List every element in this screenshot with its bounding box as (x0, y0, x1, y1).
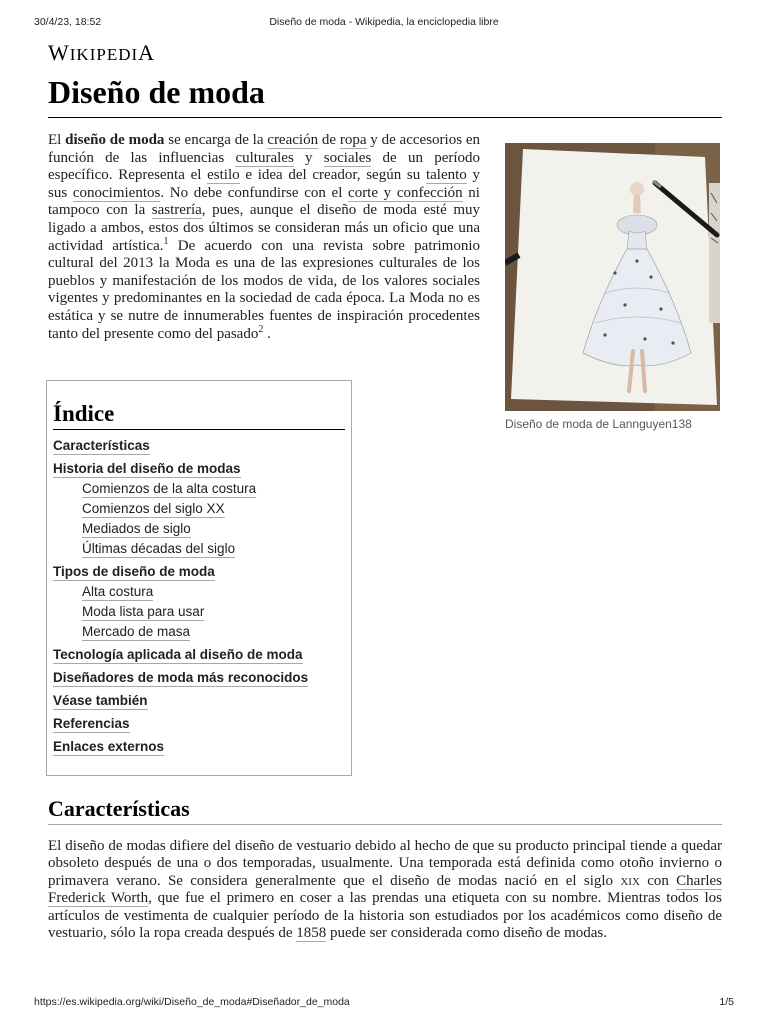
toc-item (53, 669, 345, 687)
toc-list (53, 437, 345, 756)
toc-title: Índice (53, 401, 345, 430)
toc-item (53, 437, 345, 455)
toc-link-vease-tambien[interactable]: Véase también (53, 693, 148, 708)
toc-item (53, 715, 345, 733)
section-divider (48, 824, 722, 825)
print-header (34, 16, 734, 30)
reference-2[interactable]: 2 (258, 323, 264, 335)
wordmark-label: WIKIPEDIA (48, 40, 156, 65)
wikipedia-wordmark[interactable] (48, 40, 155, 66)
toc-link-comienzos-siglo-xx[interactable]: Comienzos del siglo XX (82, 501, 225, 516)
toc-link-tecnologia[interactable]: Tecnología aplicada al diseño de moda (53, 647, 303, 662)
link-corte-y-confeccion[interactable]: corte y confección (348, 184, 463, 201)
print-url: https://es.wikipedia.org/wiki/Diseño_de_moda#Diseñador_de_moda (34, 996, 350, 1008)
toc-item (53, 738, 345, 756)
link-1858[interactable]: 1858 (296, 925, 327, 942)
intro-paragraph: El diseño de moda se encarga de la creación de ropa y de accesorios en función de las influencias culturales y sociales de un período específico. Representa el estilo e idea del creador, según su talento y sus conocimientos. No debe confundirse con el corte y confección ni tampoco con la sastrería, pues, aunque el diseño de moda esté muy ligado a ambos, estos dos últimos se consideran más un oficio que una actividad artística.$^1$ De acuerdo con una revista sobre patrimonio cultural del 2013 la Moda es una de las expresiones culturales de los pueblos y manifestación de los modos de vida, de los valores sociales vigentes y predominantes en la sociedad de cada época. La Moda no es estática y se nutre de innumerables fuentes de inspiración procedentes tanto del presente como del pasado$^2$ . (48, 132, 481, 342)
toc-link-referencias[interactable]: Referencias (53, 716, 130, 731)
print-footer (34, 996, 734, 1010)
intro-bold-term: diseño de moda (65, 132, 165, 148)
fashion-sketch-image[interactable] (505, 143, 720, 411)
section-heading-caracteristicas: Características (48, 796, 190, 821)
toc-link-comienzos-alta-costura[interactable]: Comienzos de la alta costura (82, 481, 257, 496)
section-paragraph: El diseño de modas difiere del diseño de vestuario debido al hecho de que su producto principal tiende a quedar obsoleto después de una o dos temporadas, usualmente. Una temporada está definida como otoño invierno o primavera verano. Se considera generalmente que el diseño de modas nació en el siglo xix con Charles Frederick Worth, que fue el primero en coser a las prendas una etiqueta con su nombre. Mientras todos los artículos de vestimenta de cualquier período de la historia son estudiados por los académicos como diseño de vestuario, sólo la ropa creada después de 1858 puede ser considerada como diseño de modas. (48, 838, 723, 942)
link-talento[interactable]: talento (425, 167, 467, 184)
link-sastreria[interactable]: sastrería (151, 202, 202, 219)
toc-sublist (82, 480, 345, 558)
reference-1[interactable]: 1 (163, 235, 169, 247)
toc-item (53, 563, 345, 641)
toc-item (53, 460, 345, 558)
table-of-contents (46, 380, 352, 776)
toc-link-alta-costura[interactable]: Alta costura (82, 584, 154, 599)
print-doc-title: Diseño de moda - Wikipedia, la enciclopedia libre (269, 16, 499, 28)
figure-caption: Diseño de moda de Lannguyen138 (505, 417, 692, 431)
link-estilo[interactable]: estilo (207, 167, 240, 184)
toc-item (53, 646, 345, 664)
link-conocimientos[interactable]: conocimientos (72, 184, 161, 201)
link-creacion[interactable]: creación (267, 132, 319, 148)
article-figure (505, 143, 720, 431)
toc-item (53, 692, 345, 710)
title-divider (48, 117, 722, 118)
toc-sublist (82, 583, 345, 641)
toc-link-caracteristicas[interactable]: Características (53, 438, 150, 453)
century-numeral: xix (620, 872, 640, 889)
toc-link-tipos[interactable]: Tipos de diseño de moda (53, 564, 215, 579)
toc-link-mercado-de-masa[interactable]: Mercado de masa (82, 624, 191, 639)
toc-link-disenadores[interactable]: Diseñadores de moda más reconocidos (53, 670, 309, 685)
link-charles-frederick-worth[interactable]: Charles Frederick Worth (48, 872, 722, 907)
link-culturales[interactable]: culturales (235, 149, 294, 166)
print-page-number: 1/5 (719, 996, 734, 1008)
link-ropa[interactable]: ropa (339, 132, 367, 148)
toc-link-historia[interactable]: Historia del diseño de modas (53, 461, 241, 476)
page-title: Diseño de moda (48, 74, 265, 110)
print-datetime: 30/4/23, 18:52 (34, 16, 102, 28)
toc-link-ultimas-decadas[interactable]: Últimas décadas del siglo (82, 541, 236, 556)
link-sociales[interactable]: sociales (323, 149, 372, 166)
toc-link-enlaces-externos[interactable]: Enlaces externos (53, 739, 165, 754)
toc-link-mediados-de-siglo[interactable]: Mediados de siglo (82, 521, 191, 536)
toc-link-moda-lista-para-usar[interactable]: Moda lista para usar (82, 604, 205, 619)
